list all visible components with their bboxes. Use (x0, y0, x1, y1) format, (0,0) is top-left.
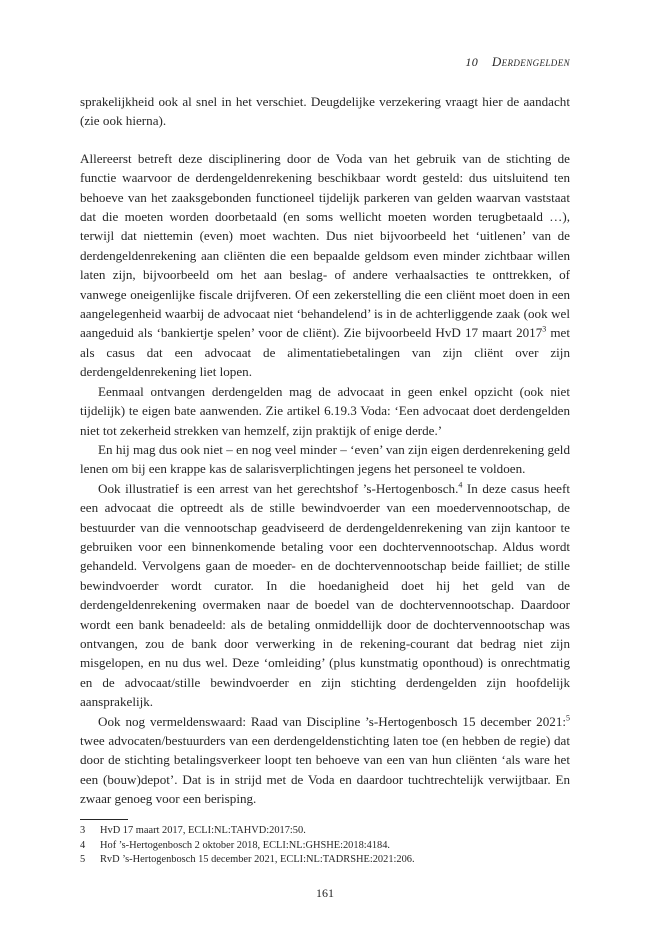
paragraph-text: In deze casus heeft een advocaat die optreedt als de stille bewindvoerder van een moedervennootschap, de bestuurder van die vennootschap geadviseerd de derdengeldenrekening van zijn kantoor te gebruiken voor een binnenkomende betaling voor een dochtervennootschap. Aldus wordt gehandeld. Vervolgens gaan de moeder- en de dochtervennootschap beide failliet; de stille bewindvoerder wordt curator. In die hoedanigheid doet hij het geld van de derdengeldenrekening overmaken naar de boedel van de dochtervennootschap. Daardoor wordt een bank benadeeld: als de betaling onmiddellijk door de dochtervennootschap was ontvangen, zou de bank door verwerking in de rekening-courant dat bedrag niet zijn misgelopen, en nu dus wel. Deze ‘omleiding’ (plus kunstmatig oponthoud) is onrechtmatig en de advocaat/stille bewindvoerder en zijn stichting derdengelden zijn hoofdelijk aansprakelijk. (80, 480, 570, 710)
footnote-separator (80, 819, 128, 820)
paragraph-salary-loan: En hij mag dus ook niet – en nog veel minder – ‘even’ van zijn eigen derdenrekening geld lenen om bij een krappe kas de salarisverplichtingen jegens het personeel te voldoen. (80, 441, 570, 477)
paragraph-text: Allereerst betreft deze disciplinering door de Voda van het gebruik van de stichting de functie waarvoor de derdengeldenrekening beschikbaar wordt gesteld: dus uitsluitend ten behoeve van het zaaksgebonden functioneel tijdelijk parkeren van gelden waarvan vaststaat dat die moeten worden doorbetaald (en soms wellicht moeten worden terugbetaald …), terwijl dat niettemin (even) moet wachten. Dus niet bijvoorbeeld het ‘uitlenen’ van de derdengeldenrekening aan cliënten die een bepaalde geldsom even minder zichtbaar willen laten zijn, bijvoorbeeld om het aan beslag- of andere verhaalsacties te onttrekken, of vanwege oneigenlijke fiscale drijfveren. Of een zekerstelling die een cliënt moet doen in een aangelegenheid waarbij de advocaat niet ‘behandelend’ is in de achterliggende zaak (ook wel aangeduid als ‘bankiertje spelen’ voor de cliënt). Zie bijvoorbeeld HvD 17 maart 2017 (80, 150, 570, 341)
paragraph-article-6-19-3: Eenmaal ontvangen derdengelden mag de advocaat in geen enkel opzicht (ook niet tijdelijk) te eigen bate aanwenden. Zie artikel 6.19.3 Voda: ‘Een advocaat doet derdengelden niet tot zekerheid strekken van hemzelf, zijn praktijk of enige derde.’ (80, 383, 570, 438)
paragraph-disciplinary-council (80, 712, 570, 809)
chapter-number: 10 (465, 55, 479, 69)
page-number: 161 (316, 886, 334, 900)
page-body (80, 92, 570, 809)
running-head (465, 54, 570, 70)
paragraph-text: met als casus dat een advocaat de alimentatiebetalingen van zijn cliënt over zijn derdengeldenrekening liet lopen. (80, 325, 570, 380)
paragraph-text: Ook illustratief is een arrest van het gerechtshof ’s-Hertogenbosch. (98, 480, 459, 496)
paragraph-text: twee advocaten/bestuurders van een derdengeldenstichting laten toe (en hebben de regie) dat door de stichting betalingsverkeer loopt ten behoeve van een van hun cliënten ‘als ware het een (bouw)depot’. Dat is in strijd met de Voda en daardoor tuchtrechtelijk verwijtbaar. En zwaar genoeg voor een berisping. (80, 733, 570, 807)
footnote-ref-5[interactable]: 5 (566, 713, 570, 723)
paragraph-voda-function (80, 149, 570, 382)
paragraph-continuation: sprakelijkheid ook al snel in het verschiet. Deugdelijke verzekering vraagt hier de aandacht (zie ook hierna). (80, 94, 570, 129)
footnote-text: Hof ’s-Hertogenbosch 2 oktober 2018, ECLI:NL:GHSHE:2018:4184. (100, 839, 391, 851)
footnote-text: RvD ’s-Hertogenbosch 15 december 2021, ECLI:NL:TADRSHE:2021:206. (100, 854, 415, 865)
footnote-ref-4[interactable]: 4 (458, 480, 463, 490)
footnote-number: 4 (80, 839, 86, 851)
chapter-title: Derdengelden (491, 54, 570, 69)
footnote-text: HvD 17 maart 2017, ECLI:NL:TAHVD:2017:50. (100, 825, 306, 836)
paragraph-text: Ook nog vermeldenswaard: Raad van Discipline ’s-Hertogenbosch 15 december 2021: (98, 713, 566, 729)
footnotes (80, 824, 570, 868)
paragraph-court-of-appeal (80, 479, 570, 712)
footnote-ref-3[interactable]: 3 (542, 325, 547, 335)
footnote-4 (80, 839, 570, 854)
footnote-number: 5 (80, 854, 86, 865)
footnote-number: 3 (80, 825, 86, 836)
footnote-5 (80, 853, 570, 868)
footnote-3 (80, 824, 570, 839)
